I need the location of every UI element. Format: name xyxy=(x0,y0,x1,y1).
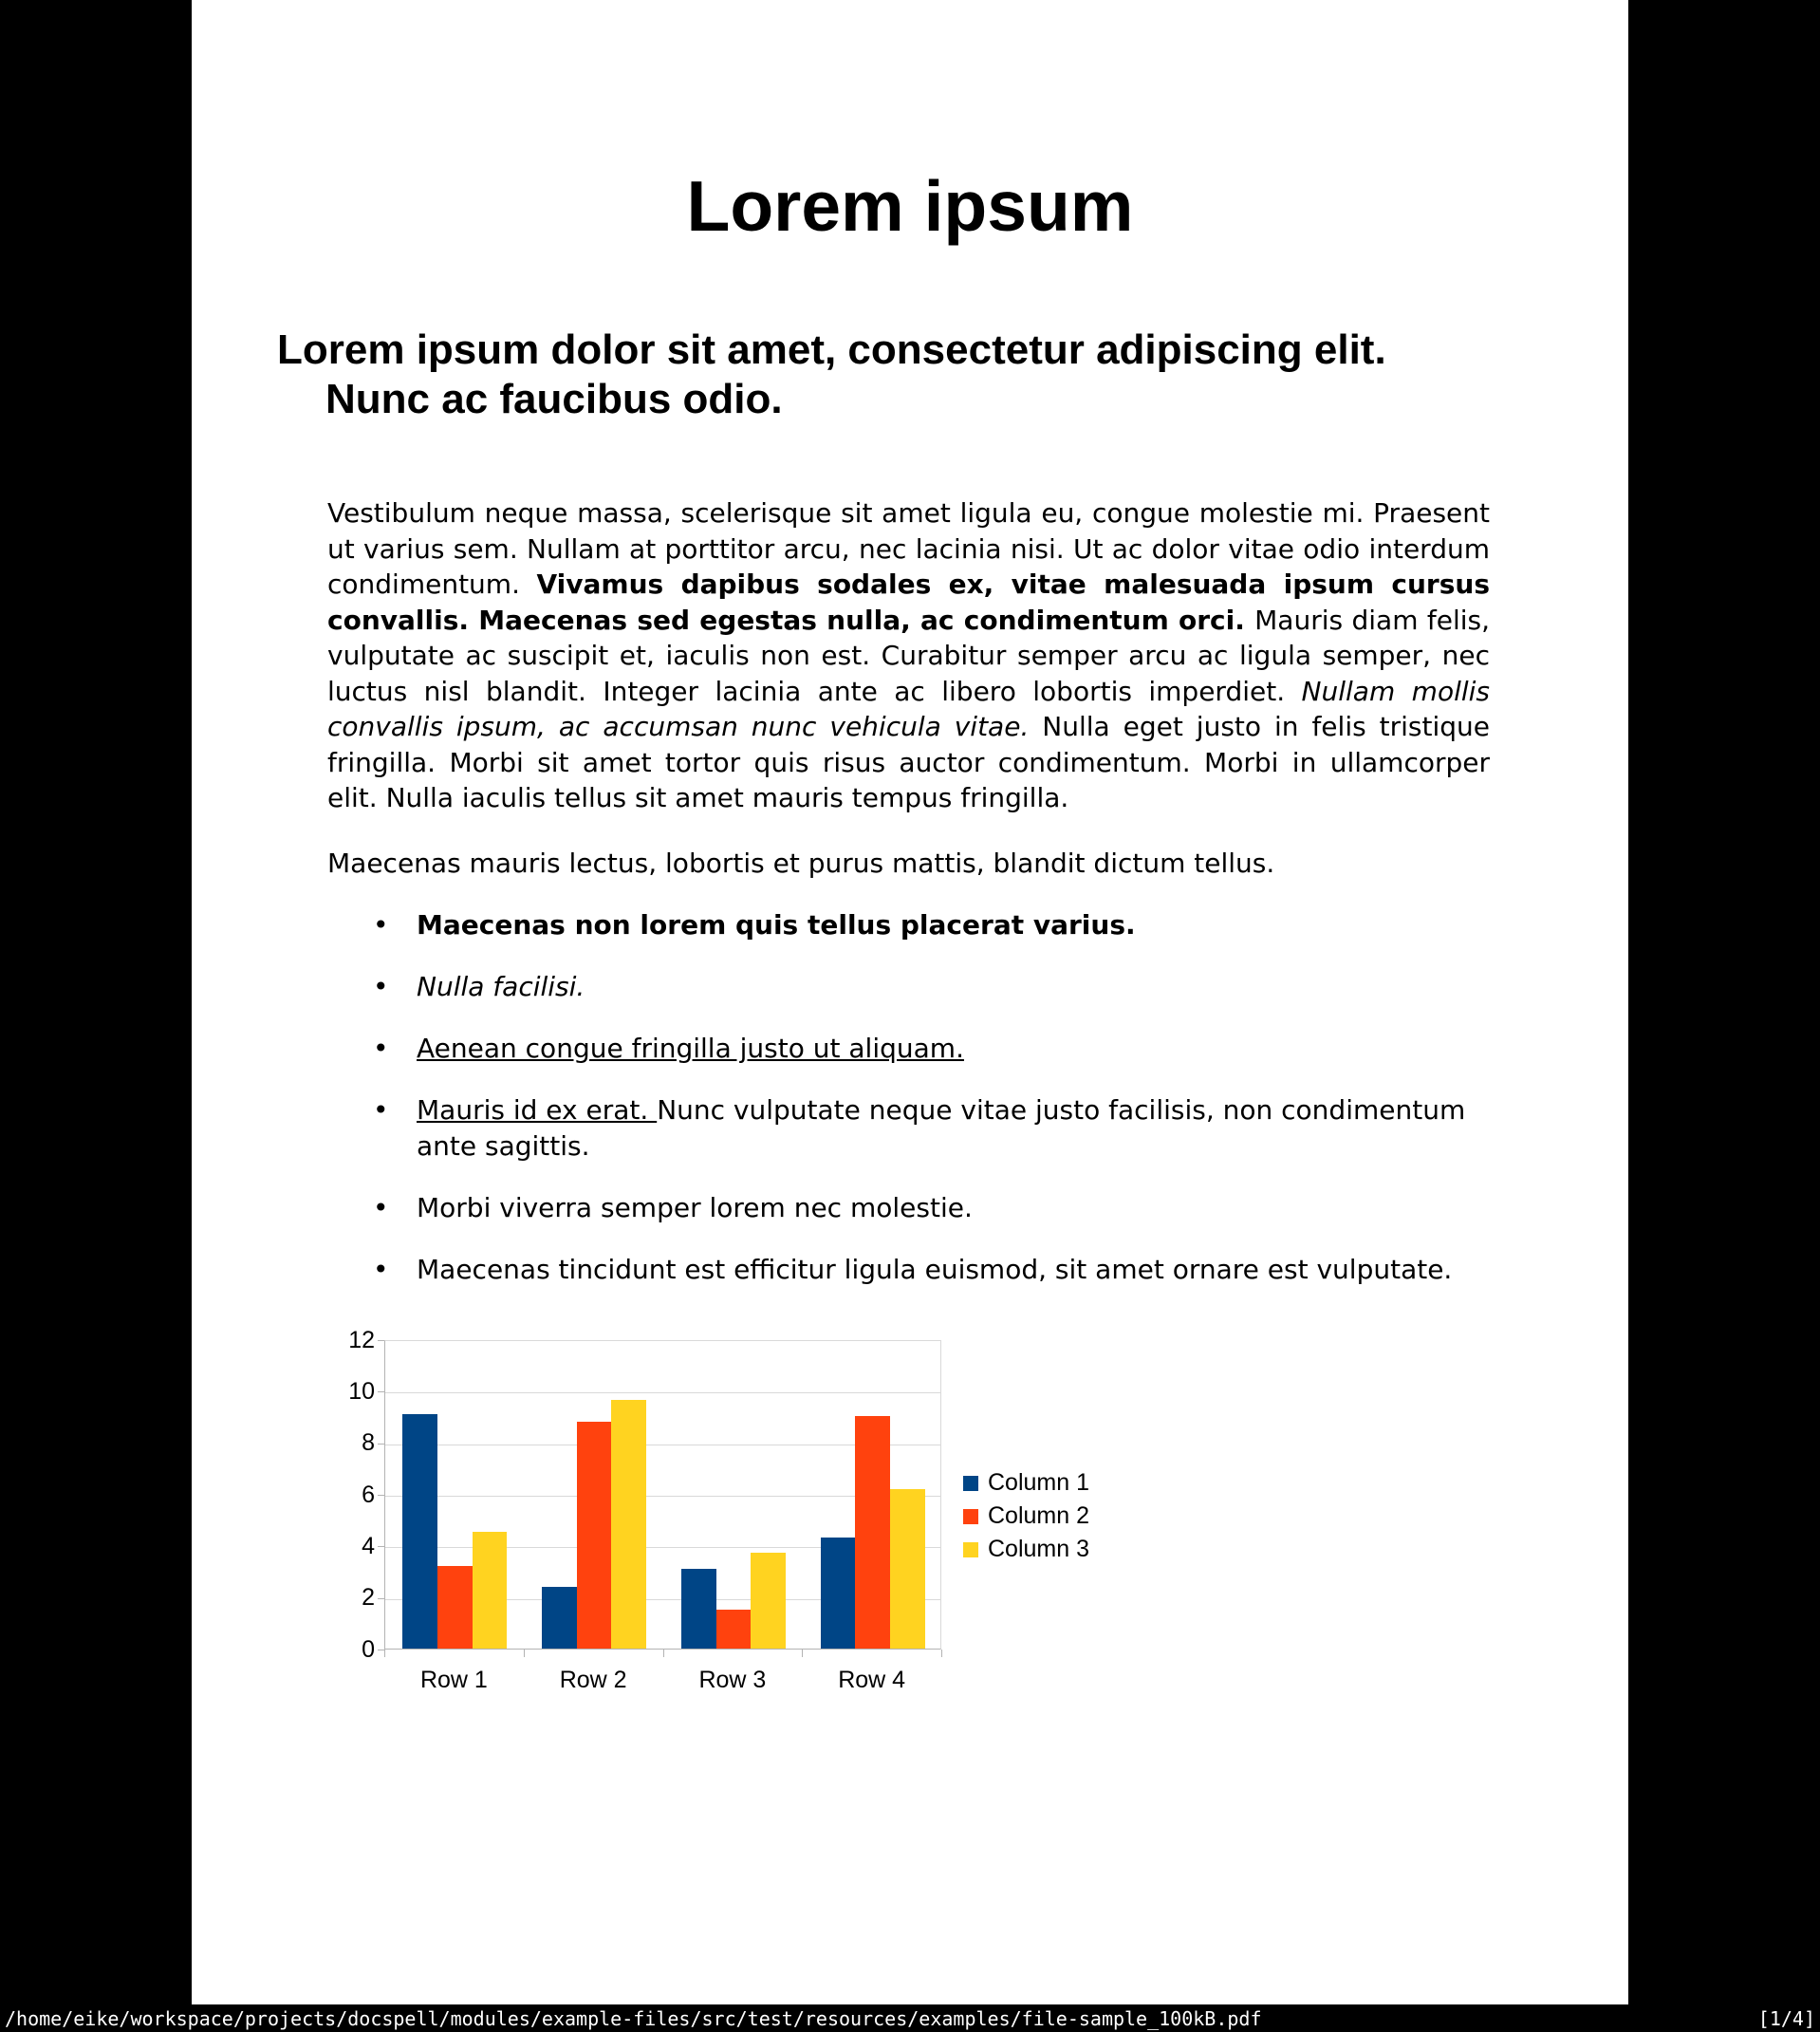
x-axis-category-label: Row 4 xyxy=(838,1667,906,1693)
bar-column-3-row-4 xyxy=(890,1489,925,1649)
list-item-text xyxy=(417,1192,973,1223)
bar-column-2-row-3 xyxy=(716,1610,752,1649)
statusbar xyxy=(0,2004,1820,2032)
text-run: Maecenas tincidunt est efficitur ligula euismod, sit amet ornare est vulputate. xyxy=(417,1253,1453,1285)
y-axis-tick xyxy=(378,1598,384,1599)
x-axis-category-label: Row 2 xyxy=(559,1667,627,1693)
legend-label: Column 2 xyxy=(988,1502,1089,1529)
bar-column-1-row-1 xyxy=(402,1414,437,1649)
y-axis-tick xyxy=(378,1495,384,1496)
bullet-icon: • xyxy=(373,1191,389,1223)
statusbar-file-path: /home/eike/workspace/projects/docspell/modules/example-files/src/test/resources/examples/file-sample_100kB.pdf xyxy=(5,2006,1262,2030)
y-axis-tick xyxy=(378,1391,384,1392)
list-item xyxy=(373,1092,1494,1164)
x-axis-tick xyxy=(941,1650,942,1657)
list-item-text xyxy=(417,1094,1465,1162)
y-axis-tick-label: 12 xyxy=(348,1326,375,1353)
bullet-list xyxy=(373,907,1508,1314)
bar-column-2-row-4 xyxy=(855,1416,890,1649)
text-run: Nullam mollis convallis ipsum, ac accumsan nunc vehicula vitae. xyxy=(327,675,1490,742)
y-axis-tick-label: 8 xyxy=(362,1429,375,1457)
legend-item xyxy=(963,1466,1089,1500)
y-axis-tick xyxy=(378,1444,384,1445)
document-title: Lorem ipsum xyxy=(686,166,1134,246)
text-run: Maecenas non lorem quis tellus placerat varius. xyxy=(417,909,1136,941)
list-item xyxy=(373,1031,1494,1067)
legend-item xyxy=(963,1500,1089,1533)
list-item xyxy=(373,907,1494,943)
list-item xyxy=(373,969,1494,1005)
bar-column-1-row-2 xyxy=(542,1587,577,1649)
bar-column-2-row-2 xyxy=(577,1422,612,1649)
list-item-text xyxy=(417,909,1136,941)
list-item-text xyxy=(417,1033,964,1064)
legend-swatch-icon xyxy=(963,1509,978,1524)
text-run: Aenean congue fringilla justo ut aliquam. xyxy=(417,1033,964,1064)
y-axis-tick-label: 4 xyxy=(362,1532,375,1559)
bullet-icon: • xyxy=(373,1094,389,1126)
legend-swatch-icon xyxy=(963,1542,978,1557)
statusbar-page-indicator: [1/4] xyxy=(1757,2006,1815,2030)
x-axis-category-label: Row 1 xyxy=(419,1667,488,1693)
document-heading-line2: Nunc ac faucibus odio. xyxy=(325,376,783,422)
document-heading-line1: Lorem ipsum dolor sit amet, consectetur adipiscing elit. xyxy=(277,326,1386,373)
y-axis-tick-label: 0 xyxy=(362,1635,375,1663)
legend-label: Column 3 xyxy=(988,1536,1089,1562)
y-axis-tick-label: 2 xyxy=(362,1584,375,1612)
x-axis-category-label: Row 3 xyxy=(698,1667,767,1693)
x-axis-tick xyxy=(663,1650,664,1657)
bar-column-3-row-3 xyxy=(751,1553,786,1649)
text-run: Nulla facilisi. xyxy=(417,971,585,1002)
bar-column-2-row-1 xyxy=(437,1566,473,1649)
gridline xyxy=(385,1392,940,1393)
paragraph-1 xyxy=(327,495,1490,816)
list-item xyxy=(373,1190,1494,1226)
bullet-icon: • xyxy=(373,1033,389,1064)
bar-column-3-row-2 xyxy=(611,1400,646,1649)
bullet-icon: • xyxy=(373,1253,389,1285)
y-axis-tick xyxy=(378,1340,384,1341)
legend-label: Column 1 xyxy=(988,1469,1089,1496)
list-item xyxy=(373,1252,1494,1288)
bar-column-3-row-1 xyxy=(473,1532,508,1649)
bullet-icon: • xyxy=(373,909,389,941)
chart-plot-area xyxy=(384,1340,941,1650)
x-axis-tick xyxy=(384,1650,385,1657)
list-item-text xyxy=(417,1254,1452,1285)
legend-swatch-icon xyxy=(963,1476,978,1491)
text-run: Nunc vulputate neque vitae justo facilisis, non condimentum ante sagittis. xyxy=(417,1094,1466,1162)
y-axis-tick-label: 10 xyxy=(348,1377,375,1405)
text-run: Nulla eget justo in felis tristique fringilla. Morbi sit amet tortor quis risus auctor condimentum. Morbi in ullamcorper elit. Nulla iaculis tellus sit amet mauris tempus fringilla. xyxy=(327,711,1490,813)
bar-column-1-row-3 xyxy=(681,1569,716,1649)
list-item-text xyxy=(417,971,585,1002)
y-axis-tick xyxy=(378,1546,384,1547)
bar-column-1-row-4 xyxy=(821,1538,856,1649)
text-run: Morbi viverra semper lorem nec molestie. xyxy=(417,1191,973,1223)
bullet-icon: • xyxy=(373,971,389,1002)
text-run: Vestibulum neque massa, scelerisque sit amet ligula eu, congue molestie mi. Praesent ut varius sem. Nullam at porttitor arcu, nec lacinia nisi. Ut ac dolor vitae odio interdum condimentum. xyxy=(327,497,1490,600)
paragraph-2: Maecenas mauris lectus, lobortis et purus mattis, blandit dictum tellus. xyxy=(327,848,1275,879)
text-run: Vivamus dapibus sodales ex, vitae malesuada ipsum cursus convallis. Maecenas sed egestas nulla, ac condimentum orci. xyxy=(327,569,1490,636)
text-run: Mauris id ex erat. xyxy=(417,1094,658,1126)
x-axis-tick xyxy=(524,1650,525,1657)
y-axis-tick-label: 6 xyxy=(362,1481,375,1508)
chart-legend xyxy=(963,1466,1089,1566)
legend-item xyxy=(963,1533,1089,1566)
document-page xyxy=(192,0,1628,2004)
text-run: Mauris diam felis, vulputate ac suscipit et, iaculis non est. Curabitur semper arcu ac ligula semper, nec luctus nisl blandit. Integer lacinia ante ac libero lobortis imperdiet. xyxy=(327,604,1491,707)
x-axis-tick xyxy=(802,1650,803,1657)
